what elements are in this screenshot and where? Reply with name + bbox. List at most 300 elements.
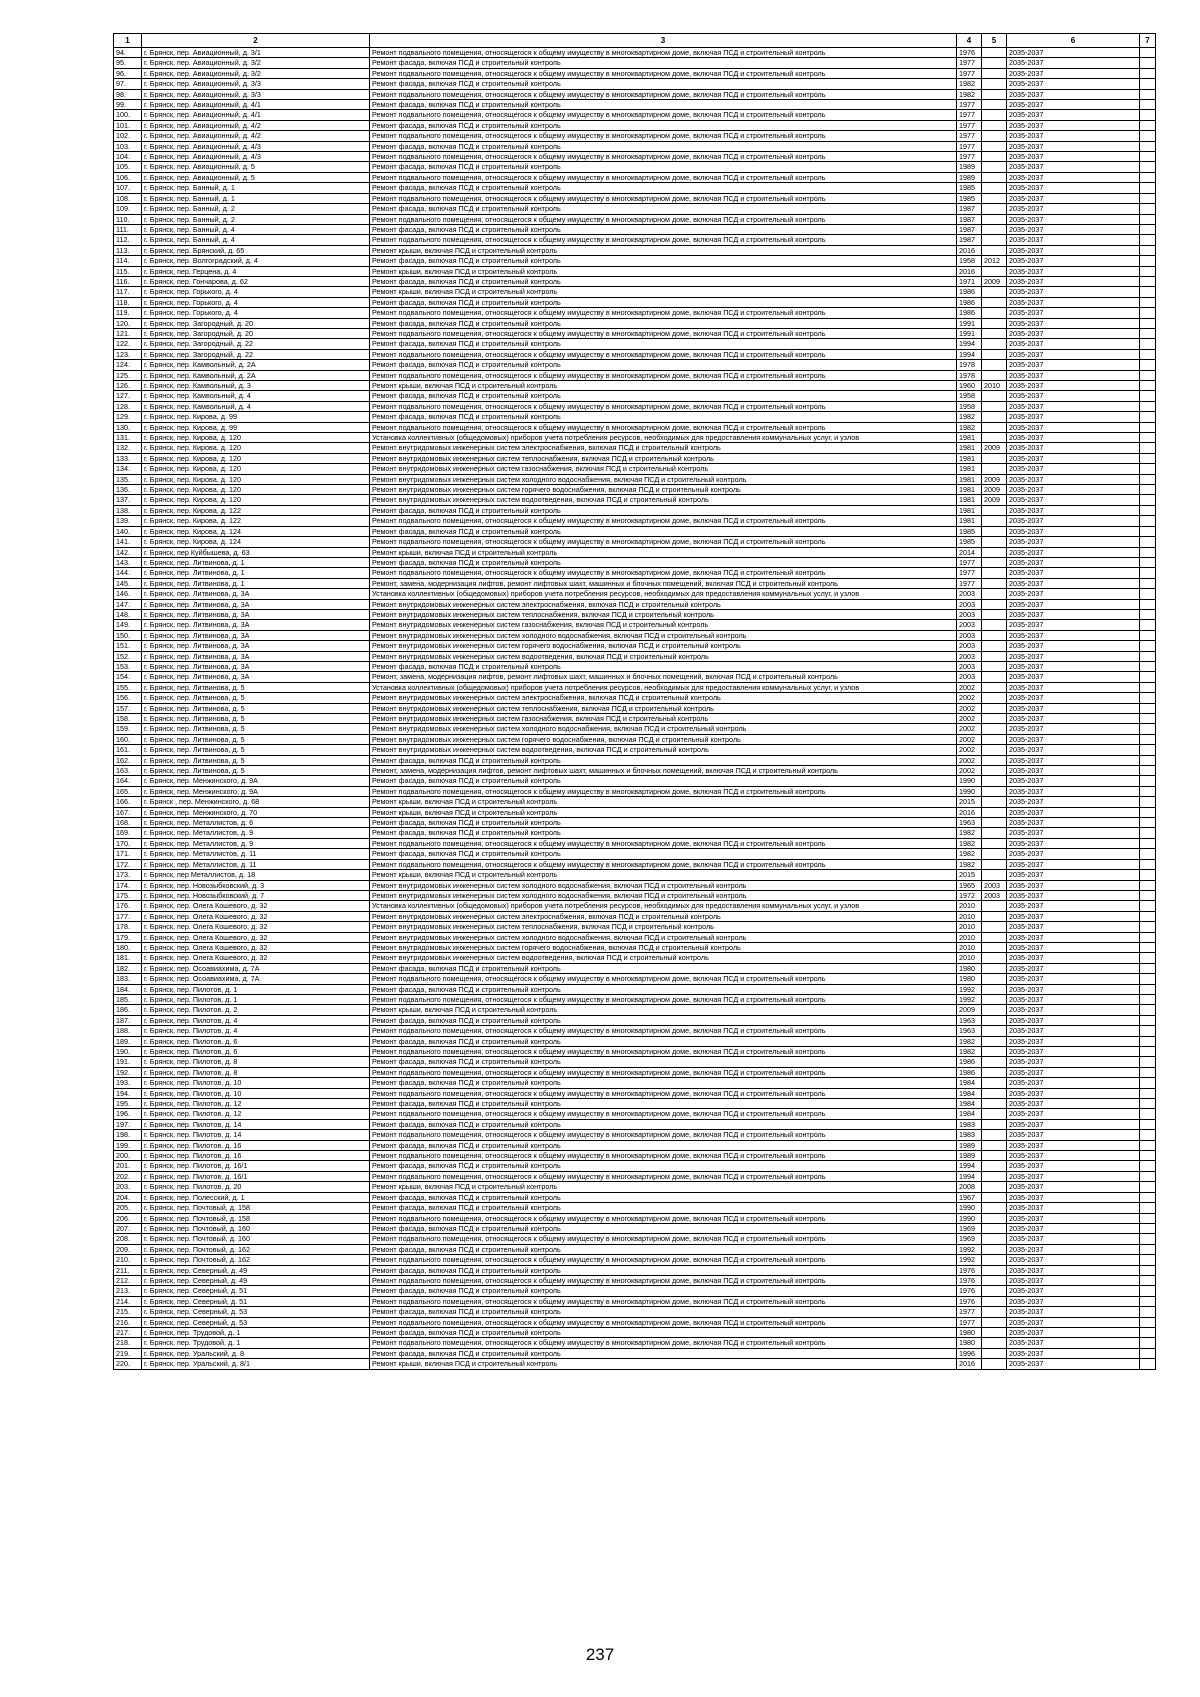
work-type-cell: Ремонт фасада, включая ПСД и строительный контроль [370,1015,957,1025]
planned-period-cell: 2035-2037 [1007,412,1140,422]
extra-cell [1140,1317,1156,1327]
last-repair-year-cell [982,464,1007,474]
address-cell: г. Брянск, пер. Кирова, д. 124 [142,537,370,547]
year-built-cell: 2002 [957,724,982,734]
row-number: 97. [114,79,142,89]
work-type-cell: Ремонт фасада, включая ПСД и строительный контроль [370,1223,957,1233]
last-repair-year-cell [982,79,1007,89]
row-number: 96. [114,68,142,78]
row-number: 208. [114,1234,142,1244]
extra-cell [1140,589,1156,599]
row-number: 207. [114,1223,142,1233]
last-repair-year-cell [982,984,1007,994]
last-repair-year-cell [982,152,1007,162]
address-cell: г. Брянск, пер. Банный, д. 4 [142,224,370,234]
work-type-cell: Ремонт подвального помещения, относящегося к общему имуществу в многоквартирном доме, включая ПСД и строительный контроль [370,89,957,99]
work-type-cell: Ремонт, замена, модернизация лифтов, ремонт лифтовых шахт, машинных и блочных помещений, включая ПСД и строительный контроль [370,578,957,588]
work-type-cell: Ремонт, замена, модернизация лифтов, ремонт лифтовых шахт, машинных и блочных помещений, включая ПСД и строительный контроль [370,672,957,682]
last-repair-year-cell [982,1182,1007,1192]
last-repair-year-cell [982,391,1007,401]
row-number: 110. [114,214,142,224]
last-repair-year-cell [982,287,1007,297]
extra-cell [1140,328,1156,338]
row-number: 220. [114,1359,142,1369]
extra-cell [1140,1171,1156,1181]
last-repair-year-cell [982,1047,1007,1057]
last-repair-year-cell [982,1223,1007,1233]
last-repair-year-cell [982,620,1007,630]
last-repair-year-cell [982,318,1007,328]
table-row [114,1119,1156,1129]
extra-cell [1140,932,1156,942]
work-type-cell: Ремонт фасада, включая ПСД и строительный контроль [370,79,957,89]
last-repair-year-cell [982,1213,1007,1223]
extra-cell [1140,1275,1156,1285]
last-repair-year-cell [982,1130,1007,1140]
table-row [114,110,1156,120]
extra-cell [1140,568,1156,578]
address-cell: г. Брянск, пер. Кирова, д. 122 [142,505,370,515]
planned-period-cell: 2035-2037 [1007,807,1140,817]
year-built-cell: 1992 [957,1255,982,1265]
table-row [114,1161,1156,1171]
address-cell: г. Брянск, пер. Олега Кошевого, д. 32 [142,953,370,963]
last-repair-year-cell [982,818,1007,828]
last-repair-year-cell [982,547,1007,557]
work-type-cell: Ремонт подвального помещения, относящегося к общему имуществу в многоквартирном доме, включая ПСД и строительный контроль [370,1213,957,1223]
address-cell: г. Брянск, пер. Горького, д. 4 [142,287,370,297]
work-type-cell: Ремонт внутридомовых инженерных систем газоснабжения, включая ПСД и строительный контроль [370,464,957,474]
work-type-cell: Ремонт фасада, включая ПСД и строительный контроль [370,141,957,151]
address-cell: г. Брянск, пер. Кирова, д. 120 [142,485,370,495]
planned-period-cell: 2035-2037 [1007,641,1140,651]
address-cell: г. Брянск, пер. Пилотов, д. 6 [142,1047,370,1057]
work-type-cell: Ремонт крыши, включая ПСД и строительный контроль [370,287,957,297]
extra-cell [1140,766,1156,776]
row-number: 123. [114,349,142,359]
table-row [114,349,1156,359]
row-number: 135. [114,474,142,484]
last-repair-year-cell [982,1088,1007,1098]
last-repair-year-cell [982,1151,1007,1161]
year-built-cell: 2010 [957,922,982,932]
year-built-cell: 2010 [957,911,982,921]
year-built-cell: 1976 [957,1265,982,1275]
address-cell: г. Брянск, пер. Авиационный, д. 4/2 [142,131,370,141]
table-row [114,578,1156,588]
table-row [114,880,1156,890]
last-repair-year-cell [982,370,1007,380]
planned-period-cell: 2035-2037 [1007,214,1140,224]
year-built-cell: 1990 [957,786,982,796]
repair-schedule-table [113,33,1156,1370]
planned-period-cell: 2035-2037 [1007,963,1140,973]
work-type-cell: Ремонт внутридомовых инженерных систем холодного водоснабжения, включая ПСД и строительный контроль [370,890,957,900]
work-type-cell: Ремонт внутридомовых инженерных систем теплоснабжения, включая ПСД и строительный контроль [370,703,957,713]
row-number: 128. [114,401,142,411]
row-number: 209. [114,1244,142,1254]
planned-period-cell: 2035-2037 [1007,79,1140,89]
last-repair-year-cell [982,214,1007,224]
year-built-cell: 2010 [957,932,982,942]
row-number: 109. [114,204,142,214]
address-cell: г. Брянск, пер. Банный, д. 1 [142,193,370,203]
table-row [114,526,1156,536]
planned-period-cell: 2035-2037 [1007,537,1140,547]
year-built-cell: 1976 [957,48,982,58]
row-number: 113. [114,245,142,255]
year-built-cell: 1991 [957,328,982,338]
work-type-cell: Ремонт внутридомовых инженерных систем горячего водоснабжения, включая ПСД и строительный контроль [370,641,957,651]
planned-period-cell: 2035-2037 [1007,505,1140,515]
last-repair-year-cell [982,838,1007,848]
row-number: 159. [114,724,142,734]
address-cell: г. Брянск, пер. Авиационный, д. 3/1 [142,48,370,58]
last-repair-year-cell [982,245,1007,255]
planned-period-cell: 2035-2037 [1007,224,1140,234]
row-number: 173. [114,870,142,880]
planned-period-cell: 2035-2037 [1007,1244,1140,1254]
table-row [114,1140,1156,1150]
work-type-cell: Ремонт внутридомовых инженерных систем водоотведения, включая ПСД и строительный контроль [370,953,957,963]
table-row [114,1359,1156,1369]
planned-period-cell: 2035-2037 [1007,901,1140,911]
table-row [114,297,1156,307]
work-type-cell: Ремонт фасада, включая ПСД и строительный контроль [370,1327,957,1337]
last-repair-year-cell [982,453,1007,463]
work-type-cell: Ремонт подвального помещения, относящегося к общему имуществу в многоквартирном доме, включая ПСД и строительный контроль [370,110,957,120]
extra-cell [1140,433,1156,443]
table-row [114,776,1156,786]
work-type-cell: Ремонт фасада, включая ПСД и строительный контроль [370,1057,957,1067]
planned-period-cell: 2035-2037 [1007,1078,1140,1088]
work-type-cell: Ремонт крыши, включая ПСД и строительный контроль [370,245,957,255]
last-repair-year-cell [982,807,1007,817]
row-number: 149. [114,620,142,630]
page-number: 237 [585,1645,615,1664]
last-repair-year-cell [982,1140,1007,1150]
last-repair-year-cell [982,974,1007,984]
table-row [114,672,1156,682]
work-type-cell: Ремонт фасада, включая ПСД и строительный контроль [370,1286,957,1296]
address-cell: г. Брянск, пер. Пилотов, д. 6 [142,1036,370,1046]
table-row [114,1317,1156,1327]
last-repair-year-cell [982,849,1007,859]
table-row [114,849,1156,859]
year-built-cell: 2016 [957,1359,982,1369]
planned-period-cell: 2035-2037 [1007,1192,1140,1202]
planned-period-cell: 2035-2037 [1007,58,1140,68]
work-type-cell: Ремонт подвального помещения, относящегося к общему имуществу в многоквартирном доме, включая ПСД и строительный контроль [370,1088,957,1098]
work-type-cell: Ремонт фасада, включая ПСД и строительный контроль [370,224,957,234]
row-number: 146. [114,589,142,599]
extra-cell [1140,453,1156,463]
year-built-cell: 1958 [957,256,982,266]
year-built-cell: 1963 [957,818,982,828]
extra-cell [1140,235,1156,245]
row-number: 153. [114,661,142,671]
planned-period-cell: 2035-2037 [1007,703,1140,713]
extra-cell [1140,911,1156,921]
planned-period-cell: 2035-2037 [1007,401,1140,411]
year-built-cell: 1977 [957,120,982,130]
planned-period-cell: 2035-2037 [1007,953,1140,963]
extra-cell [1140,786,1156,796]
work-type-cell: Ремонт подвального помещения, относящегося к общему имуществу в многоквартирном доме, включая ПСД и строительный контроль [370,568,957,578]
table-row [114,974,1156,984]
column-header: 2 [142,34,370,48]
last-repair-year-cell [982,328,1007,338]
work-type-cell: Ремонт фасада, включая ПСД и строительный контроль [370,297,957,307]
address-cell: г. Брянск, пер. Северный, д. 51 [142,1286,370,1296]
extra-cell [1140,620,1156,630]
table-body [114,48,1156,1370]
last-repair-year-cell [982,401,1007,411]
planned-period-cell: 2035-2037 [1007,870,1140,880]
work-type-cell: Ремонт подвального помещения, относящегося к общему имуществу в многоквартирном доме, включая ПСД и строительный контроль [370,328,957,338]
table-row [114,932,1156,942]
table-row [114,734,1156,744]
row-number: 104. [114,152,142,162]
table-row [114,1296,1156,1306]
row-number: 95. [114,58,142,68]
table-row [114,193,1156,203]
work-type-cell: Ремонт, замена, модернизация лифтов, ремонт лифтовых шахт, машинных и блочных помещений, включая ПСД и строительный контроль [370,766,957,776]
last-repair-year-cell [982,1067,1007,1077]
planned-period-cell: 2035-2037 [1007,1099,1140,1109]
planned-period-cell: 2035-2037 [1007,1171,1140,1181]
planned-period-cell: 2035-2037 [1007,422,1140,432]
work-type-cell: Ремонт подвального помещения, относящегося к общему имуществу в многоквартирном доме, включая ПСД и строительный контроль [370,131,957,141]
extra-cell [1140,942,1156,952]
extra-cell [1140,1192,1156,1202]
work-type-cell: Ремонт фасада, включая ПСД и строительный контроль [370,412,957,422]
work-type-cell: Ремонт подвального помещения, относящегося к общему имуществу в многоквартирном доме, включая ПСД и строительный контроль [370,1047,957,1057]
extra-cell [1140,1286,1156,1296]
planned-period-cell: 2035-2037 [1007,1286,1140,1296]
table-row [114,152,1156,162]
row-number: 200. [114,1151,142,1161]
row-number: 98. [114,89,142,99]
year-built-cell: 1980 [957,974,982,984]
address-cell: г. Брянск, пер. Пилотов, д. 8 [142,1057,370,1067]
work-type-cell: Ремонт подвального помещения, относящегося к общему имуществу в многоквартирном доме, включая ПСД и строительный контроль [370,152,957,162]
table-row [114,1026,1156,1036]
extra-cell [1140,287,1156,297]
last-repair-year-cell [982,911,1007,921]
planned-period-cell: 2035-2037 [1007,1026,1140,1036]
document-page [113,33,1155,1370]
planned-period-cell: 2035-2037 [1007,599,1140,609]
work-type-cell: Ремонт внутридомовых инженерных систем электроснабжения, включая ПСД и строительный контроль [370,911,957,921]
extra-cell [1140,734,1156,744]
year-built-cell: 2003 [957,661,982,671]
table-row [114,630,1156,640]
table-row [114,1348,1156,1358]
work-type-cell: Ремонт фасада, включая ПСД и строительный контроль [370,526,957,536]
table-row [114,589,1156,599]
last-repair-year-cell [982,1192,1007,1202]
extra-cell [1140,526,1156,536]
work-type-cell: Ремонт подвального помещения, относящегося к общему имуществу в многоквартирном доме, включая ПСД и строительный контроль [370,1338,957,1348]
year-built-cell: 2003 [957,641,982,651]
planned-period-cell: 2035-2037 [1007,193,1140,203]
work-type-cell: Ремонт подвального помещения, относящегося к общему имуществу в многоквартирном доме, включая ПСД и строительный контроль [370,1234,957,1244]
table-row [114,1088,1156,1098]
row-number: 105. [114,162,142,172]
work-type-cell: Ремонт подвального помещения, относящегося к общему имуществу в многоквартирном доме, включая ПСД и строительный контроль [370,193,957,203]
work-type-cell: Ремонт внутридомовых инженерных систем водоотведения, включая ПСД и строительный контроль [370,495,957,505]
address-cell: г. Брянск, пер. Загородный, д. 22 [142,339,370,349]
table-row [114,68,1156,78]
row-number: 206. [114,1213,142,1223]
extra-cell [1140,1088,1156,1098]
planned-period-cell: 2035-2037 [1007,828,1140,838]
table-row [114,1171,1156,1181]
row-number: 199. [114,1140,142,1150]
address-cell: г. Брянск, пер. Олега Кошевого, д. 32 [142,901,370,911]
extra-cell [1140,994,1156,1004]
last-repair-year-cell [982,204,1007,214]
address-cell: г. Брянск, пер. Авиационный, д. 4/1 [142,100,370,110]
extra-cell [1140,141,1156,151]
extra-cell [1140,1359,1156,1369]
planned-period-cell: 2035-2037 [1007,1338,1140,1348]
extra-cell [1140,266,1156,276]
row-number: 192. [114,1067,142,1077]
last-repair-year-cell [982,776,1007,786]
planned-period-cell: 2035-2037 [1007,1203,1140,1213]
extra-cell [1140,828,1156,838]
year-built-cell: 2010 [957,953,982,963]
planned-period-cell: 2035-2037 [1007,942,1140,952]
last-repair-year-cell [982,339,1007,349]
extra-cell [1140,131,1156,141]
extra-cell [1140,1182,1156,1192]
work-type-cell: Ремонт подвального помещения, относящегося к общему имуществу в многоквартирном доме, включая ПСД и строительный контроль [370,1130,957,1140]
planned-period-cell: 2035-2037 [1007,1036,1140,1046]
table-row [114,308,1156,318]
table-row [114,568,1156,578]
extra-cell [1140,984,1156,994]
address-cell: г. Брянск, пер. Уральский, д. 8 [142,1348,370,1358]
address-cell: г. Брянск, пер. Кирова, д. 120 [142,443,370,453]
table-row [114,162,1156,172]
address-cell: г. Брянск, пер. Литвинова, д. 1 [142,578,370,588]
last-repair-year-cell [982,537,1007,547]
work-type-cell: Ремонт фасада, включая ПСД и строительный контроль [370,1265,957,1275]
last-repair-year-cell: 2009 [982,495,1007,505]
year-built-cell: 1996 [957,1348,982,1358]
planned-period-cell: 2035-2037 [1007,838,1140,848]
planned-period-cell: 2035-2037 [1007,589,1140,599]
last-repair-year-cell: 2009 [982,485,1007,495]
table-row [114,1036,1156,1046]
work-type-cell: Ремонт подвального помещения, относящегося к общему имуществу в многоквартирном доме, включая ПСД и строительный контроль [370,370,957,380]
work-type-cell: Ремонт крыши, включая ПСД и строительный контроль [370,1005,957,1015]
table-row [114,48,1156,58]
last-repair-year-cell [982,1359,1007,1369]
row-number: 129. [114,412,142,422]
row-number: 101. [114,120,142,130]
last-repair-year-cell [982,1171,1007,1181]
work-type-cell: Ремонт внутридомовых инженерных систем электроснабжения, включая ПСД и строительный контроль [370,693,957,703]
year-built-cell: 1994 [957,349,982,359]
year-built-cell: 2016 [957,245,982,255]
address-cell: г. Брянск, пер. Металлистов, д. 11 [142,849,370,859]
work-type-cell: Установка коллективных (общедомовых) приборов учета потребления ресурсов, необходимых для предоставления коммунальных услуг, и узлов [370,589,957,599]
address-cell: г. Брянск, пер. Литвинова, д. 3А [142,651,370,661]
extra-cell [1140,953,1156,963]
work-type-cell: Ремонт крыши, включая ПСД и строительный контроль [370,807,957,817]
table-row [114,599,1156,609]
year-built-cell: 1986 [957,287,982,297]
planned-period-cell: 2035-2037 [1007,1223,1140,1233]
table-row [114,859,1156,869]
table-row [114,100,1156,110]
table-row [114,641,1156,651]
row-number: 103. [114,141,142,151]
last-repair-year-cell [982,734,1007,744]
table-row [114,1005,1156,1015]
last-repair-year-cell [982,599,1007,609]
year-built-cell: 1990 [957,1213,982,1223]
row-number: 117. [114,287,142,297]
table-row [114,381,1156,391]
address-cell: г. Брянск, пер. Осоавиахима, д. 7А [142,974,370,984]
table-row [114,901,1156,911]
extra-cell [1140,412,1156,422]
year-built-cell: 1994 [957,339,982,349]
last-repair-year-cell [982,433,1007,443]
planned-period-cell: 2035-2037 [1007,1213,1140,1223]
table-row [114,557,1156,567]
year-built-cell: 1989 [957,172,982,182]
planned-period-cell: 2035-2037 [1007,1015,1140,1025]
row-number: 185. [114,994,142,1004]
row-number: 219. [114,1348,142,1358]
year-built-cell: 2003 [957,609,982,619]
address-cell: г. Брянск, пер. Литвинова, д. 5 [142,714,370,724]
extra-cell [1140,1109,1156,1119]
planned-period-cell: 2035-2037 [1007,297,1140,307]
row-number: 111. [114,224,142,234]
year-built-cell: 1984 [957,1109,982,1119]
address-cell: г. Брянск, пер. Литвинова, д. 3А [142,661,370,671]
address-cell: г. Брянск, пер. Герцена, д. 4 [142,266,370,276]
planned-period-cell: 2035-2037 [1007,672,1140,682]
table-row [114,443,1156,453]
row-number: 116. [114,276,142,286]
planned-period-cell: 2035-2037 [1007,204,1140,214]
row-number: 152. [114,651,142,661]
last-repair-year-cell [982,120,1007,130]
table-row [114,245,1156,255]
table-row [114,224,1156,234]
extra-cell [1140,152,1156,162]
year-built-cell: 1990 [957,1203,982,1213]
address-cell: г. Брянск, пер. Кирова, д. 99 [142,412,370,422]
year-built-cell: 1982 [957,412,982,422]
address-cell: г. Брянск, пер. Кирова, д. 124 [142,526,370,536]
extra-cell [1140,1140,1156,1150]
year-built-cell: 1986 [957,297,982,307]
year-built-cell: 1982 [957,422,982,432]
row-number: 133. [114,453,142,463]
extra-cell [1140,1223,1156,1233]
extra-cell [1140,1213,1156,1223]
table-row [114,433,1156,443]
